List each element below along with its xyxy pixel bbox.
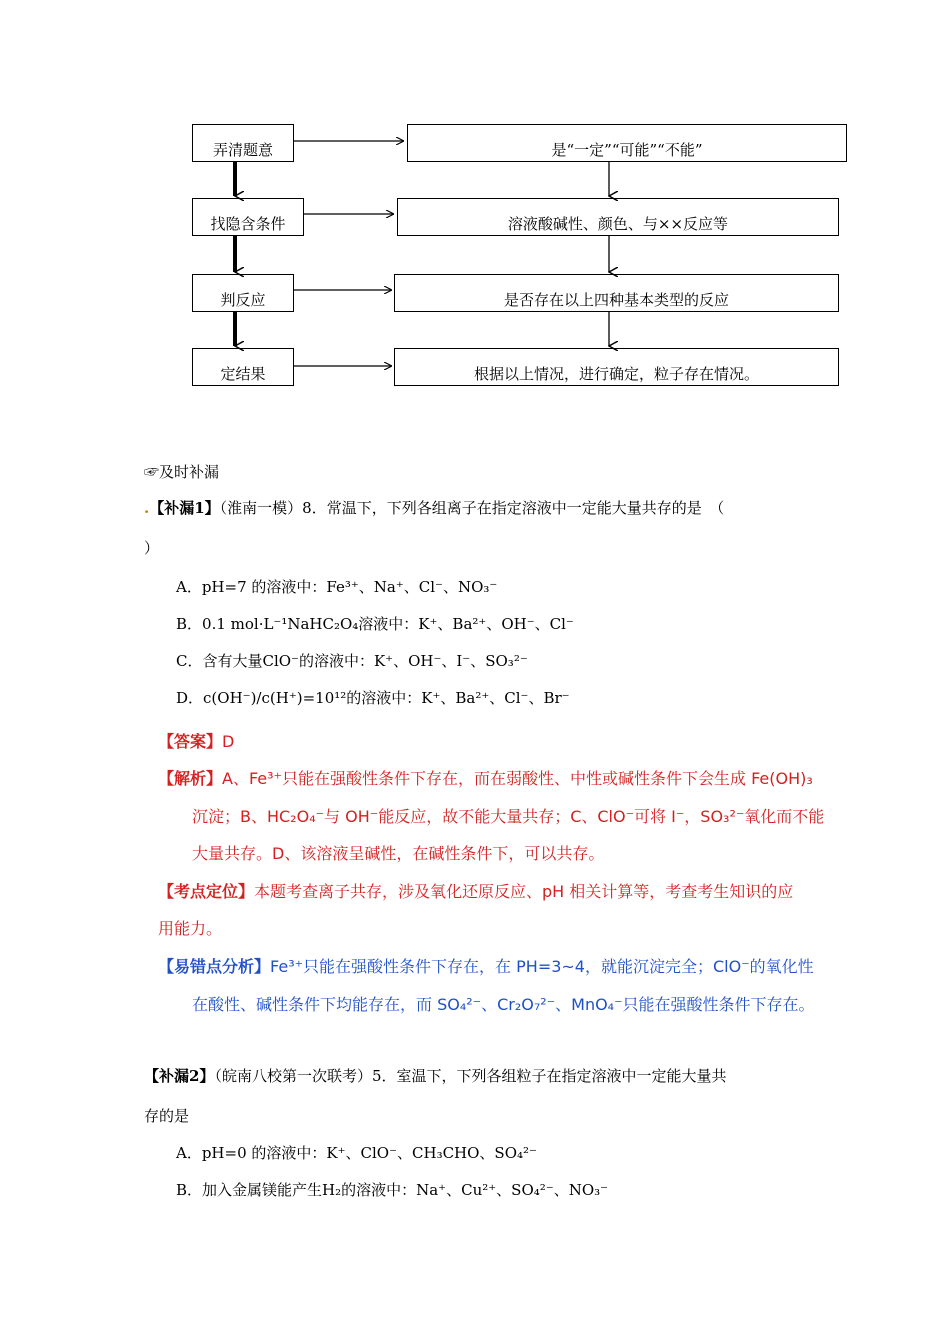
answer-tag: 【答案】	[158, 732, 223, 751]
yicuo-tag: 【易错点分析】	[158, 957, 271, 976]
yicuo-text-1: Fe³⁺只能在强酸性条件下存在，在 PH=3~4，就能沉淀完全；ClO⁻的氧化性	[270, 957, 814, 976]
flow-left-label-4: 定结果	[220, 365, 266, 383]
q2-line-2: 存的是	[144, 1107, 190, 1125]
kaodian-line-1	[158, 882, 793, 902]
flow-right-label-4: 根据以上情况，进行确定，粒子存在情况。	[473, 365, 759, 383]
section-title: ☞及时补漏	[144, 463, 220, 481]
flow-left-box-3	[192, 274, 294, 312]
q2-option-b: B．加入金属镁能产生H₂的溶液中：Na⁺、Cu²⁺、SO₄²⁻、NO₃⁻	[176, 1181, 609, 1199]
flow-right-label-2: 溶液酸碱性、颜色、与××反应等	[507, 215, 729, 233]
q1-option-b: B．0.1 mol·L⁻¹NaHC₂O₄溶液中：K⁺、Ba²⁺、OH⁻、Cl⁻	[176, 615, 574, 633]
answer-line	[158, 732, 234, 752]
analysis-line-1	[158, 769, 813, 789]
q1-tag: 【补漏1】	[149, 499, 220, 517]
analysis-line-3: 大量共存。D、该溶液呈碱性，在碱性条件下，可以共存。	[192, 844, 605, 863]
flow-right-label-3: 是否存在以上四种基本类型的反应	[503, 291, 729, 309]
flow-right-box-2	[397, 198, 839, 236]
q1-stem: （淮南一模）8．常温下，下列各组离子在指定溶液中一定能大量共存的是 （	[219, 499, 725, 517]
q1-line-2: ）	[144, 539, 160, 557]
flow-left-label-1: 弄清题意	[212, 141, 273, 159]
flow-right-box-3	[394, 274, 839, 312]
analysis-tag: 【解析】	[158, 769, 223, 788]
q2-tag: 【补漏2】	[144, 1067, 215, 1085]
q1-bullet: .	[144, 499, 150, 517]
kaodian-line-2: 用能力。	[158, 919, 223, 938]
q1-line-1	[144, 498, 724, 518]
flow-right-label-1: 是“一定”“可能”“不能”	[551, 141, 703, 159]
q1-option-a: A．pH=7 的溶液中：Fe³⁺、Na⁺、Cl⁻、NO₃⁻	[176, 578, 498, 596]
q2-option-a: A．pH=0 的溶液中：K⁺、ClO⁻、CH₃CHO、SO₄²⁻	[176, 1144, 537, 1162]
analysis-line-2: 沉淀；B、HC₂O₄⁻与 OH⁻能反应，故不能大量共存；C、ClO⁻可将 I⁻，SO₃²⁻氧化而不能	[192, 807, 825, 826]
flow-left-label-3: 判反应	[220, 291, 266, 309]
flow-left-label-2: 找隐含条件	[210, 215, 286, 233]
q1-option-d: D．c(OH⁻)/c(H⁺)=10¹²的溶液中：K⁺、Ba²⁺、Cl⁻、Br⁻	[176, 689, 570, 707]
kaodian-tag: 【考点定位】	[158, 882, 255, 901]
flow-right-box-4	[394, 348, 839, 386]
flow-left-box-4	[192, 348, 294, 386]
q2-stem: （皖南八校第一次联考）5．室温下，下列各组粒子在指定溶液中一定能大量共	[214, 1067, 727, 1085]
flow-left-box-1	[192, 124, 294, 162]
answer-value: D	[222, 732, 235, 751]
q1-option-c: C．含有大量ClO⁻的溶液中：K⁺、OH⁻、I⁻、SO₃²⁻	[176, 652, 528, 670]
yicuo-line-2: 在酸性、碱性条件下均能存在，而 SO₄²⁻、Cr₂O₇²⁻、MnO₄⁻只能在强酸性条件下存在。	[192, 995, 815, 1014]
yicuo-line-1	[158, 957, 814, 977]
kaodian-text-1: 本题考查离子共存，涉及氧化还原反应、pH 相关计算等，考查考生知识的应	[254, 882, 794, 901]
flow-left-box-2	[192, 198, 304, 236]
q2-line-1	[144, 1066, 727, 1086]
analysis-text-1: A、Fe³⁺只能在强酸性条件下存在，而在弱酸性、中性或碱性条件下会生成 Fe(OH)₃	[222, 769, 813, 788]
flow-right-box-1	[407, 124, 847, 162]
